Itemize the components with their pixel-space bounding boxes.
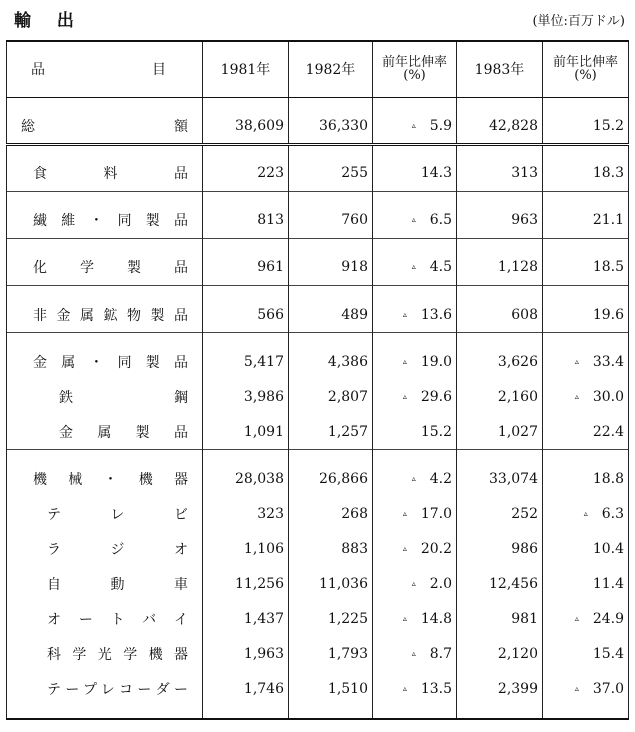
- page-title: 輸 出: [14, 11, 84, 31]
- rate-1983-value: 18.3: [592, 165, 624, 182]
- spacer-cell: [203, 707, 289, 719]
- rate-1983-value: 10.4: [592, 541, 624, 558]
- value-1983: 981: [457, 602, 543, 637]
- header-1981: 1981年: [203, 41, 289, 97]
- value-1982: 489: [289, 297, 373, 332]
- rate-1982: [373, 297, 457, 332]
- rate-1982: [373, 414, 457, 449]
- spacer-cell: [7, 144, 203, 156]
- spacer-cell: [457, 285, 543, 297]
- header-1982: 1982年: [289, 41, 373, 97]
- header-rate-1983-unit: (%): [574, 68, 597, 84]
- value-1981: 323: [203, 497, 289, 532]
- spacer-cell: [457, 332, 543, 344]
- value-1981: 3,986: [203, 379, 289, 414]
- rate-1983: [543, 414, 629, 449]
- spacer-cell: [457, 191, 543, 203]
- value-1983: 42,828: [457, 109, 543, 144]
- negative-marker: ▵: [411, 579, 416, 589]
- value-1982: 36,330: [289, 109, 373, 144]
- table-row: [7, 532, 629, 567]
- rate-1983-value: 30.0: [592, 388, 624, 405]
- spacer-cell: [203, 191, 289, 203]
- header-rate-1982-unit: (%): [403, 68, 426, 84]
- table-row: [7, 414, 629, 449]
- spacer-cell: [289, 449, 373, 461]
- rate-1983: [543, 379, 629, 414]
- rate-1983: [543, 297, 629, 332]
- spacer-cell: [543, 191, 629, 203]
- spacer-row: [7, 449, 629, 461]
- rate-1982: [373, 461, 457, 496]
- negative-marker: ▵: [411, 215, 416, 225]
- negative-marker: ▵: [411, 120, 416, 130]
- spacer-cell: [543, 285, 629, 297]
- value-1982: 883: [289, 532, 373, 567]
- unit-label: (単位:百万ドル): [532, 14, 625, 29]
- rate-1982: [373, 637, 457, 672]
- rate-1983-value: 24.9: [592, 611, 624, 628]
- negative-marker: ▵: [574, 684, 579, 694]
- table-row: [7, 344, 629, 379]
- rate-1982-value: 4.5: [429, 259, 452, 276]
- rate-1982: [373, 344, 457, 379]
- spacer-cell: [457, 144, 543, 156]
- value-1981: 28,038: [203, 461, 289, 496]
- rate-1983: [543, 250, 629, 285]
- value-1982: 1,510: [289, 672, 373, 707]
- spacer-cell: [203, 144, 289, 156]
- rate-1983: [543, 156, 629, 191]
- table-row: [7, 567, 629, 602]
- spacer-cell: [203, 449, 289, 461]
- header-1983: 1983年: [457, 41, 543, 97]
- negative-marker: ▵: [411, 474, 416, 483]
- value-1981: 1,437: [203, 602, 289, 637]
- item-name: 機械・機器: [7, 461, 203, 496]
- spacer-row: [7, 97, 629, 109]
- spacer-cell: [543, 332, 629, 344]
- rate-1983-value: 33.4: [592, 353, 624, 370]
- table-row: [7, 109, 629, 144]
- value-1982: 26,866: [289, 461, 373, 496]
- item-name: 科学光学機器: [7, 637, 203, 672]
- spacer-cell: [7, 97, 203, 109]
- rate-1982: [373, 602, 457, 637]
- value-1983: 252: [457, 497, 543, 532]
- spacer-cell: [7, 332, 203, 344]
- rate-1982: [373, 203, 457, 238]
- value-1981: 1,091: [203, 414, 289, 449]
- rate-1983: [543, 567, 629, 602]
- negative-marker: ▵: [402, 309, 407, 319]
- value-1983: 986: [457, 532, 543, 567]
- rate-1983: [543, 637, 629, 672]
- table-row: [7, 497, 629, 532]
- rate-1982: [373, 379, 457, 414]
- rate-1983: [543, 203, 629, 238]
- spacer-cell: [543, 238, 629, 250]
- value-1983: 313: [457, 156, 543, 191]
- negative-marker: ▵: [402, 356, 407, 366]
- value-1981: 961: [203, 250, 289, 285]
- rate-1982-value: 13.5: [420, 681, 452, 698]
- item-name: テレビ: [7, 497, 203, 532]
- rate-1982-value: 5.9: [429, 117, 452, 134]
- spacer-cell: [203, 238, 289, 250]
- rate-1983-value: 37.0: [592, 681, 624, 698]
- rate-1983: [543, 497, 629, 532]
- value-1981: 1,963: [203, 637, 289, 672]
- spacer-cell: [373, 449, 457, 461]
- spacer-cell: [289, 238, 373, 250]
- value-1982: 1,225: [289, 602, 373, 637]
- value-1981: 813: [203, 203, 289, 238]
- header-rate-1983-label: 前年比伸率: [552, 55, 618, 71]
- rate-1982-value: 4.2: [429, 471, 452, 487]
- rate-1983: [543, 672, 629, 707]
- value-1983: 2,120: [457, 637, 543, 672]
- table-row: [7, 461, 629, 496]
- item-name: 化学製品: [7, 250, 203, 285]
- item-name: 総額: [7, 109, 203, 144]
- rate-1982: [373, 672, 457, 707]
- item-name: 繊維・同製品: [7, 203, 203, 238]
- spacer-row: [7, 191, 629, 203]
- item-name: テープレコーダー: [7, 672, 203, 707]
- rate-1983-value: 6.3: [601, 506, 624, 523]
- rate-1982-value: 14.8: [420, 611, 452, 628]
- spacer-cell: [373, 97, 457, 109]
- spacer-cell: [543, 144, 629, 156]
- value-1982: 11,036: [289, 567, 373, 602]
- value-1983: 608: [457, 297, 543, 332]
- spacer-cell: [289, 707, 373, 719]
- table-row: [7, 203, 629, 238]
- table-row: [7, 250, 629, 285]
- spacer-cell: [7, 707, 203, 719]
- spacer-row: [7, 238, 629, 250]
- rate-1983-value: 11.4: [592, 576, 624, 593]
- item-name: オートバイ: [7, 602, 203, 637]
- value-1982: 255: [289, 156, 373, 191]
- spacer-cell: [373, 191, 457, 203]
- value-1981: 566: [203, 297, 289, 332]
- rate-1983-value: 21.1: [592, 212, 624, 229]
- spacer-cell: [7, 449, 203, 461]
- item-name: 食料品: [7, 156, 203, 191]
- table-row: [7, 637, 629, 672]
- spacer-cell: [203, 332, 289, 344]
- value-1983: 963: [457, 203, 543, 238]
- spacer-cell: [373, 144, 457, 156]
- spacer-cell: [289, 97, 373, 109]
- value-1982: 1,257: [289, 414, 373, 449]
- rate-1982-value: 17.0: [420, 506, 452, 523]
- spacer-cell: [457, 707, 543, 719]
- value-1981: 5,417: [203, 344, 289, 379]
- rate-1982-value: 20.2: [420, 541, 452, 558]
- spacer-cell: [543, 449, 629, 461]
- rate-1982: [373, 156, 457, 191]
- table-row: [7, 297, 629, 332]
- negative-marker: ▵: [402, 614, 407, 624]
- rate-1983-value: 18.8: [592, 471, 624, 487]
- rate-1982-value: 6.5: [429, 212, 452, 229]
- table-header-row: [7, 41, 629, 97]
- spacer-cell: [373, 285, 457, 297]
- header-rate-1983: [543, 41, 629, 97]
- header-item: 品目: [7, 41, 203, 97]
- value-1982: 268: [289, 497, 373, 532]
- rate-1982: [373, 250, 457, 285]
- item-name: ラジオ: [7, 532, 203, 567]
- rate-1983: [543, 532, 629, 567]
- item-name: 金属製品: [7, 414, 203, 449]
- spacer-cell: [543, 97, 629, 109]
- value-1983: 1,027: [457, 414, 543, 449]
- item-name: 金属・同製品: [7, 344, 203, 379]
- rate-1982: [373, 497, 457, 532]
- negative-marker: ▵: [574, 356, 579, 366]
- rate-1983: [543, 344, 629, 379]
- rate-1982-value: 14.3: [420, 165, 452, 182]
- rate-1983: [543, 461, 629, 496]
- value-1981: 1,106: [203, 532, 289, 567]
- value-1981: 11,256: [203, 567, 289, 602]
- value-1982: 4,386: [289, 344, 373, 379]
- export-table: [6, 40, 629, 720]
- negative-marker: ▵: [402, 509, 407, 519]
- spacer-cell: [203, 97, 289, 109]
- negative-marker: ▵: [402, 391, 407, 401]
- spacer-cell: [289, 191, 373, 203]
- spacer-row: [7, 144, 629, 156]
- negative-marker: ▵: [583, 509, 588, 519]
- rate-1982: [373, 109, 457, 144]
- value-1981: 38,609: [203, 109, 289, 144]
- rate-1983-value: 19.6: [592, 306, 624, 323]
- header-rate-1982-label: 前年比伸率: [381, 55, 447, 71]
- value-1983: 3,626: [457, 344, 543, 379]
- value-1982: 1,793: [289, 637, 373, 672]
- value-1983: 12,456: [457, 567, 543, 602]
- rate-1982-value: 19.0: [420, 353, 452, 370]
- rate-1982: [373, 532, 457, 567]
- value-1982: 760: [289, 203, 373, 238]
- value-1982: 918: [289, 250, 373, 285]
- rate-1982-value: 15.2: [420, 423, 452, 440]
- spacer-cell: [289, 285, 373, 297]
- table-row: [7, 672, 629, 707]
- rate-1982-value: 2.0: [429, 576, 452, 593]
- spacer-cell: [373, 707, 457, 719]
- value-1981: 1,746: [203, 672, 289, 707]
- value-1983: 33,074: [457, 461, 543, 496]
- spacer-cell: [457, 97, 543, 109]
- table-row: [7, 602, 629, 637]
- value-1982: 2,807: [289, 379, 373, 414]
- spacer-cell: [289, 144, 373, 156]
- negative-marker: ▵: [411, 649, 416, 659]
- spacer-cell: [7, 238, 203, 250]
- rate-1982: [373, 567, 457, 602]
- spacer-row: [7, 707, 629, 719]
- spacer-cell: [7, 285, 203, 297]
- table-row: [7, 156, 629, 191]
- rate-1983-value: 15.4: [592, 646, 624, 663]
- value-1983: 2,399: [457, 672, 543, 707]
- spacer-row: [7, 285, 629, 297]
- spacer-cell: [373, 238, 457, 250]
- negative-marker: ▵: [574, 391, 579, 401]
- negative-marker: ▵: [402, 684, 407, 694]
- spacer-cell: [373, 332, 457, 344]
- negative-marker: ▵: [411, 262, 416, 272]
- spacer-row: [7, 332, 629, 344]
- rate-1983: [543, 602, 629, 637]
- item-name: 鉄鋼: [7, 379, 203, 414]
- rate-1982-value: 13.6: [420, 306, 452, 323]
- spacer-cell: [457, 449, 543, 461]
- table-row: [7, 379, 629, 414]
- negative-marker: ▵: [574, 614, 579, 624]
- rate-1983-value: 15.2: [592, 117, 624, 134]
- spacer-cell: [457, 238, 543, 250]
- rate-1983-value: 22.4: [592, 423, 624, 440]
- item-name: 非金属鉱物製品: [7, 297, 203, 332]
- value-1983: 2,160: [457, 379, 543, 414]
- negative-marker: ▵: [402, 544, 407, 554]
- spacer-cell: [543, 707, 629, 719]
- rate-1983-value: 18.5: [592, 259, 624, 276]
- header-rate-1982: [373, 41, 457, 97]
- spacer-cell: [7, 191, 203, 203]
- rate-1982-value: 8.7: [429, 646, 452, 663]
- value-1983: 1,128: [457, 250, 543, 285]
- spacer-cell: [289, 332, 373, 344]
- item-name: 自動車: [7, 567, 203, 602]
- rate-1982-value: 29.6: [420, 388, 452, 405]
- rate-1983: [543, 109, 629, 144]
- spacer-cell: [203, 285, 289, 297]
- value-1981: 223: [203, 156, 289, 191]
